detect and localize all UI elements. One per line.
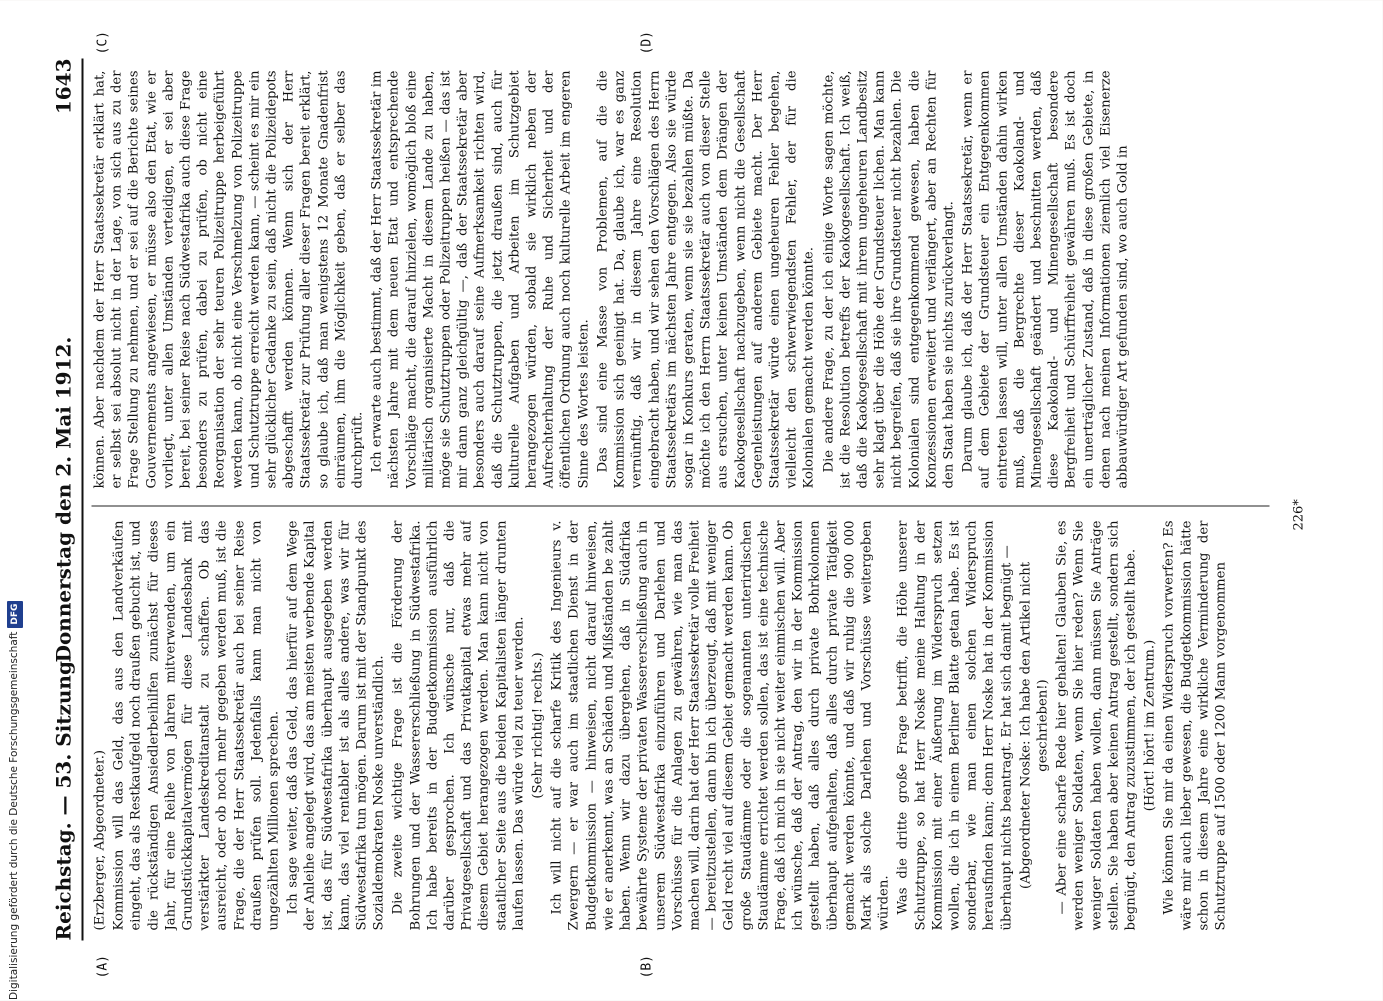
paragraph: Das sind eine Masse von Problemen, auf die die Kommission sich geeinigt hat. Da, glaube ich, war es ganz vernünftig, daß wir in diesem Jahre eine Resolution eingebracht haben, und wir sehen den Vorschlägen des Herrn Staatssekretärs im nächsten Jahre entgegen. Also sie würde sogar in Konkurs geraten, wenn sie sie bezahlen müßte. Da möchte ich den Herrn Staatssekretär auch von dieser Stelle aus ersuchen, unter keinen Umständen dem Drängen der Kaokogesellschaft nachzugeben, wenn nicht die Gesellschaft Gegenleistungen auf anderem Gebiete macht. Der Herr Staatssekretär würde einen ungeheuren Fehler begehen, vielleicht den schwerwiegendsten Fehler, der für die Kolonialen gemacht werden könnte. [595, 70, 817, 489]
paragraph: Wie können Sie mir da einen Widerspruch vorwerfen? Es wäre mir auch lieber gewesen, die Budgetkommission hätte schon in diesem Jahre eine wirkliche Verminderung der Schutztruppe auf 1500 oder 1200 Mann vorgenommen [1161, 520, 1229, 931]
header-left: Reichstag. — 53. Sitzung. [51, 654, 76, 941]
header-page-number: 1643 [51, 58, 76, 115]
paragraph: Die andere Frage, zu der ich einige Worte sagen möchte, ist die Resolution betreffs der Kaokogesellschaft. Ich weiß, daß die Kaokogesellschaft mit ihrem ungeheuren Landbesitz sehr klagt über die Höhe der Grundsteuer lichen. Man kann nicht begreifen, daß sie ihre Grundsteuer nicht bezahlen. Die Kolonialen sind entgegenkommend gewesen, haben die Konzessionen erweitert und verlängert, aber an Rechten für den Staat haben sie nichts zurückverlangt. [821, 70, 957, 489]
funding-note-text: Digitalisierung gefördert durch die Deutsche Forschungsgemeinschaft [8, 631, 20, 1000]
paragraph: Ich sage weiter, daß das Geld, das hierfür auf dem Wege der Anleihe angelegt wird, das am meisten werbende Kapital ist, das für Südwestafrika überhaupt ausgegeben werden kann, das viel rentabler ist als alles andere, was wir für Südwestafrika tun mögen. Darum ist mit der Standpunkt des Sozialdemokraten Noske unverständlich. [285, 520, 387, 931]
paragraph: Kommission will das Geld, das aus den Landverkäufen eingeht, das als Restkaufgeld noch draußen gebucht ist, und die rückständigen Ansiedlerbeihilfen zunächst für dieses Jahr, für eine Reihe von Jahren mitverwenden, um ein Grundstückkapitalvermögen für diese Landesbank mit verstärkter Landeskreditanstalt zu schaffen. Ob das ausreicht, oder ob noch mehr gegeben werden muß, ist die Frage, die der Herr Staatssekretär auch bei seiner Reise draußen prüfen soll. Jedenfalls kann man nicht von ungezählten Millionen sprechen. [111, 520, 282, 931]
paragraph: Die zweite wichtige Frage ist die Förderung der Bohrungen und der Wassererschließung in Südwestafrika. Ich habe bereits in der Budgetkommission ausführlich darüber gesprochen. Ich wünsche nur, daß die Privatgesellschaft und das Privatkapital etwas mehr auf diesem Gebiet herangezogen werden. Man kann nicht von staatlicher Seite aus die beiden Kapitalisten länger drunten laufen lassen. Das würde viel zu teuer werden. [390, 520, 527, 931]
footer-page-mark: 226* [1291, 499, 1307, 531]
marker-d: (D) [639, 31, 655, 55]
paragraph: Darum glaube ich, daß der Herr Staatssekretär, wenn er auf dem Gebiete der Grundsteuer ein Entgegenkommen eintreten lassen will, unter allen Umständen dahin wirken muß, daß die Bergrechte dieser Kaokoland- und Minengesellschaft geändert und beschnitten werden, daß diese Kaokoland- und Minengesellschaft besondere Bergfreiheit und Schürffreiheit gewähren muß. Es ist doch ein unerträglicher Zustand, daß in diese großen Gebiete, in denen nach meinen Informationen ziemlich viel Eisenerze abbauwürdiger Art gefunden sind, wo auch Gold in [960, 70, 1131, 489]
paragraph: (Erzberger, Abgeordneter.) [92, 749, 108, 931]
paragraph: Ich will nicht auf die scharfe Kritik des Ingenieurs v. Zwergern — er war auch im staatlichen Dienst in der Budgetkommission — hinweisen, nicht darauf hinweisen, wie er anerkennt, was an Schäden und Mißständen be zahlt haben. Wenn wir dazu übergehen, daß in Südafrika bewährte Systeme der privaten Wassererschließung auch in unserem Südwestafrika einzuführen und Darlehen und Vorschüsse für die Anlagen zu gewähren, wie man das machen will, darin hat der Herr Staatssekretär volle Freiheit — bereitzustellen, dann bin ich überzeugt, daß mit weniger Geld recht viel auf diesem Gebiet gemacht werden kann. Ob große Staudämme oder die sogenannten unterirdischen Staudämme errichtet werden sollen, das ist eine technische Frage, daß ich mich in sie nicht weiter einmischen will. Aber ich wünsche, daß der Antrag, den wir in der Kommission gestellt haben, daß alles durch private Bohrkolonnen überhaupt aufgehalten, daß alles durch private Tätigkeit gemacht werden könnte, und daß wir ruhig die 900 000 Mark als solche Darlehen und Vorschüsse weitergeben würden. [549, 520, 892, 931]
interjection: (Sehr richtig! rechts.) [530, 652, 546, 799]
left-column [92, 521, 1282, 931]
paragraph: können. Aber nachdem der Herr Staatssekretär erklärt hat, er selbst sei absolut nicht in der Lage, von sich aus zu der Frage Stellung zu nehmen, und er sei auf die Berichte seines Gouvernements angewiesen, er müsse also den Etat, wie er vorliegt, unter allen Umständen verteidigen, er sei aber bereit, bei seiner Reise nach Südwestafrika auch diese Frage besonders zu prüfen, dabei zu prüfen, ob nicht eine Reorganisation der sehr teuren Polizeitruppe herbeigeführt werden kann, ob nicht eine Verschmelzung von Polizeitruppe und Schutztruppe erreicht werden kann, — scheint es mir ein sehr glücklicher Gedanke zu sein, daß nicht die Polizeidepots abgeschafft werden können. Wenn sich der Herr Staatssekretär zur Prüfung aller dieser Fragen bereit erklärt, so glaube ich, daß man wenigstens 12 Monate Gnadenfrist einräumen, ihm die Möglichkeit geben, daß er selber das durchprüft. [92, 70, 366, 489]
marker-b: (B) [639, 955, 655, 979]
header-rule [82, 59, 84, 941]
marker-a: (A) [95, 955, 111, 979]
document-page [0, 1, 1383, 1001]
paragraph: Was die dritte große Frage betrifft, die Höhe unserer Schutztruppe, so hat Herr Noske meine Haltung in der Kommission mit einer Äußerung im Widerspruch setzen wollen, die ich in einem Berliner Blatte getan habe. Es ist sonderbar, wie man einen solchen Widerspruch herausfinden kann; denn Herr Noske hat in der Kommission überhaupt nichts beantragt. Er hat sich damit begnügt — [895, 520, 1015, 931]
header-date: Donnerstag den 2. Mai 1912. [51, 336, 76, 663]
paragraph: Ich erwarte auch bestimmt, daß der Herr Staatssekretär im nächsten Jahre mit dem neuen Etat und entsprechende Vorschläge macht, die darauf hinzielen, womöglich bloß eine militärisch organisierte Macht in diesem Lande zu haben, möge sie Schutztruppen oder Polizeitruppen heißen — das ist mir dann ganz gleichgültig —, daß der Staatssekretär aber besonders auch darauf seine Aufmerksamkeit richten wird, daß die Schutztruppen, die jetzt draußen sind, auch für kulturelle Aufgaben und Arbeiten im Schutzgebiet herangezogen würden, sobald sie wirklich neben der Aufrechterhaltung der Ruhe und Sicherheit und der öffentlichen Ordnung auch noch kulturelle Arbeit im engeren Sinne des Wortes leisten. [369, 70, 592, 489]
right-column [92, 71, 1282, 489]
interjection: (Hört! hört! im Zentrum.) [1142, 639, 1158, 812]
column-divider [92, 506, 1270, 507]
funding-note [6, 601, 22, 1000]
paragraph: — Aber eine scharfe Rede hier gehalten! Glauben Sie, es werden weniger Soldaten, wenn Sie hier reden? Wenn Sie weniger Soldaten haben wollen, dann müssen Sie Anträge stellen. Sie haben aber keinen Antrag gestellt, sondern sich begnügt, den Antrag zuzustimmen, der ich gestellt habe. [1054, 520, 1139, 931]
interjection: (Abgeordneter Noske: Ich habe den Artikel nicht geschrieben!) [1018, 561, 1051, 890]
dfg-logo: DFG [7, 601, 23, 628]
marker-c: (C) [95, 31, 111, 55]
